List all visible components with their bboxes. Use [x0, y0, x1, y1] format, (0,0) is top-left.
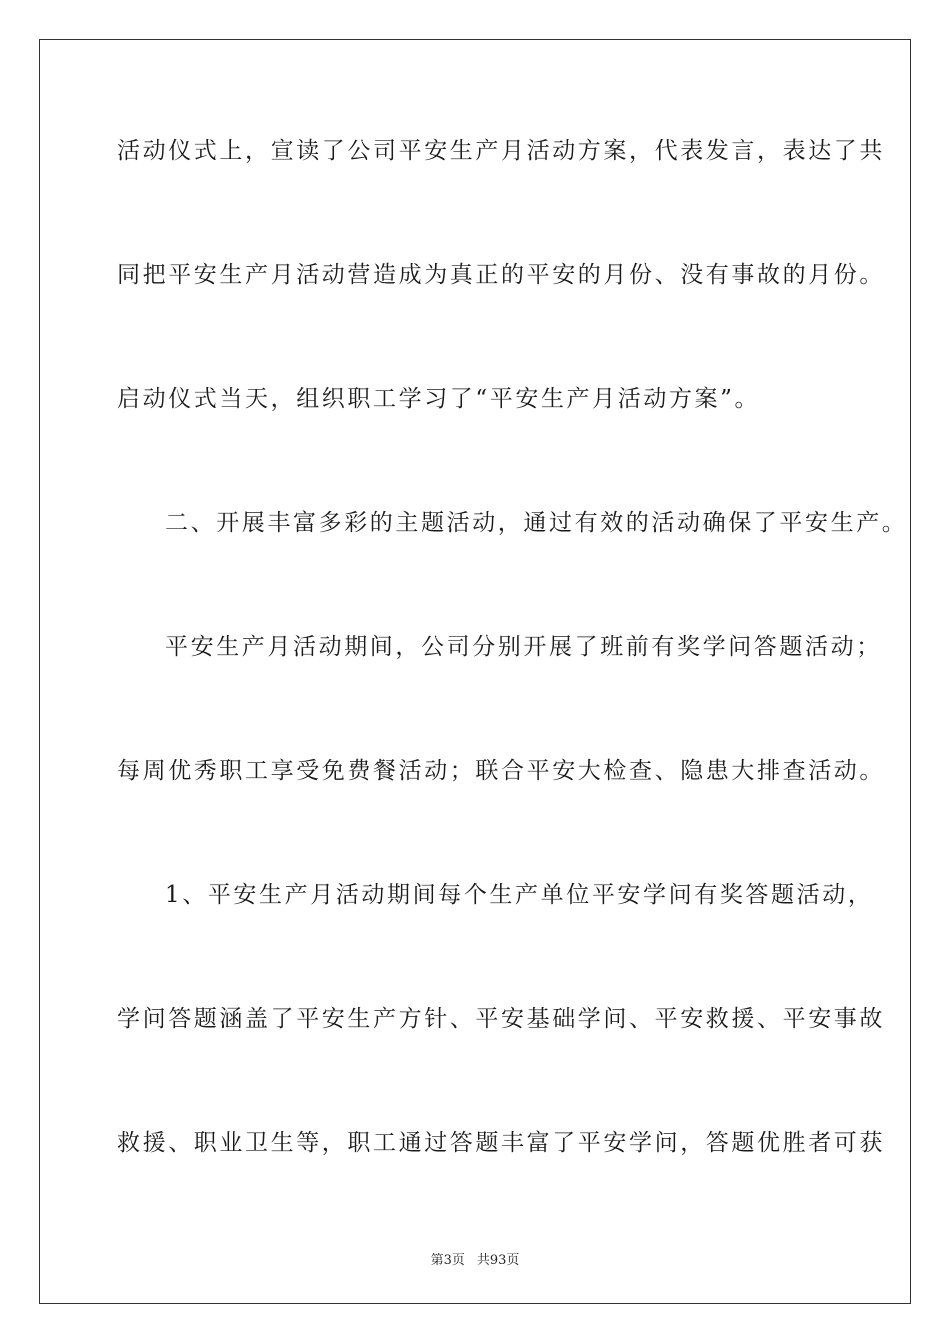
body-text-line: 启动仪式当天，组织职工学习了“平安生产月活动方案”。 [117, 386, 761, 412]
body-text-line: 同把平安生产月活动营造成为真正的平安的月份、没有事故的月份。 [117, 262, 885, 288]
page-footer [0, 1249, 950, 1268]
paragraph-start-line: 平安生产月活动期间，公司分别开展了班前有奖学问答题活动； [165, 634, 882, 660]
body-text-line: 救援、职业卫生等，职工通过答题丰富了平安学问，答题优胜者可获 [117, 1130, 885, 1156]
page-border [39, 39, 911, 1304]
list-item-line: 1、平安生产月活动期间每个生产单位平安学问有奖答题活动， [165, 882, 874, 908]
body-text-line: 学问答题涵盖了平安生产方针、平安基础学问、平安救援、平安事故 [117, 1006, 885, 1032]
page-total: 共93页 [476, 1253, 520, 1268]
page-number: 第3页 [430, 1253, 465, 1268]
body-text-line: 每周优秀职工享受免费餐活动；联合平安大检查、隐患大排查活动。 [117, 758, 885, 784]
body-text-line: 活动仪式上，宣读了公司平安生产月活动方案，代表发言，表达了共 [117, 138, 885, 164]
section-heading: 二、开展丰富多彩的主题活动，通过有效的活动确保了平安生产。 [165, 510, 908, 536]
